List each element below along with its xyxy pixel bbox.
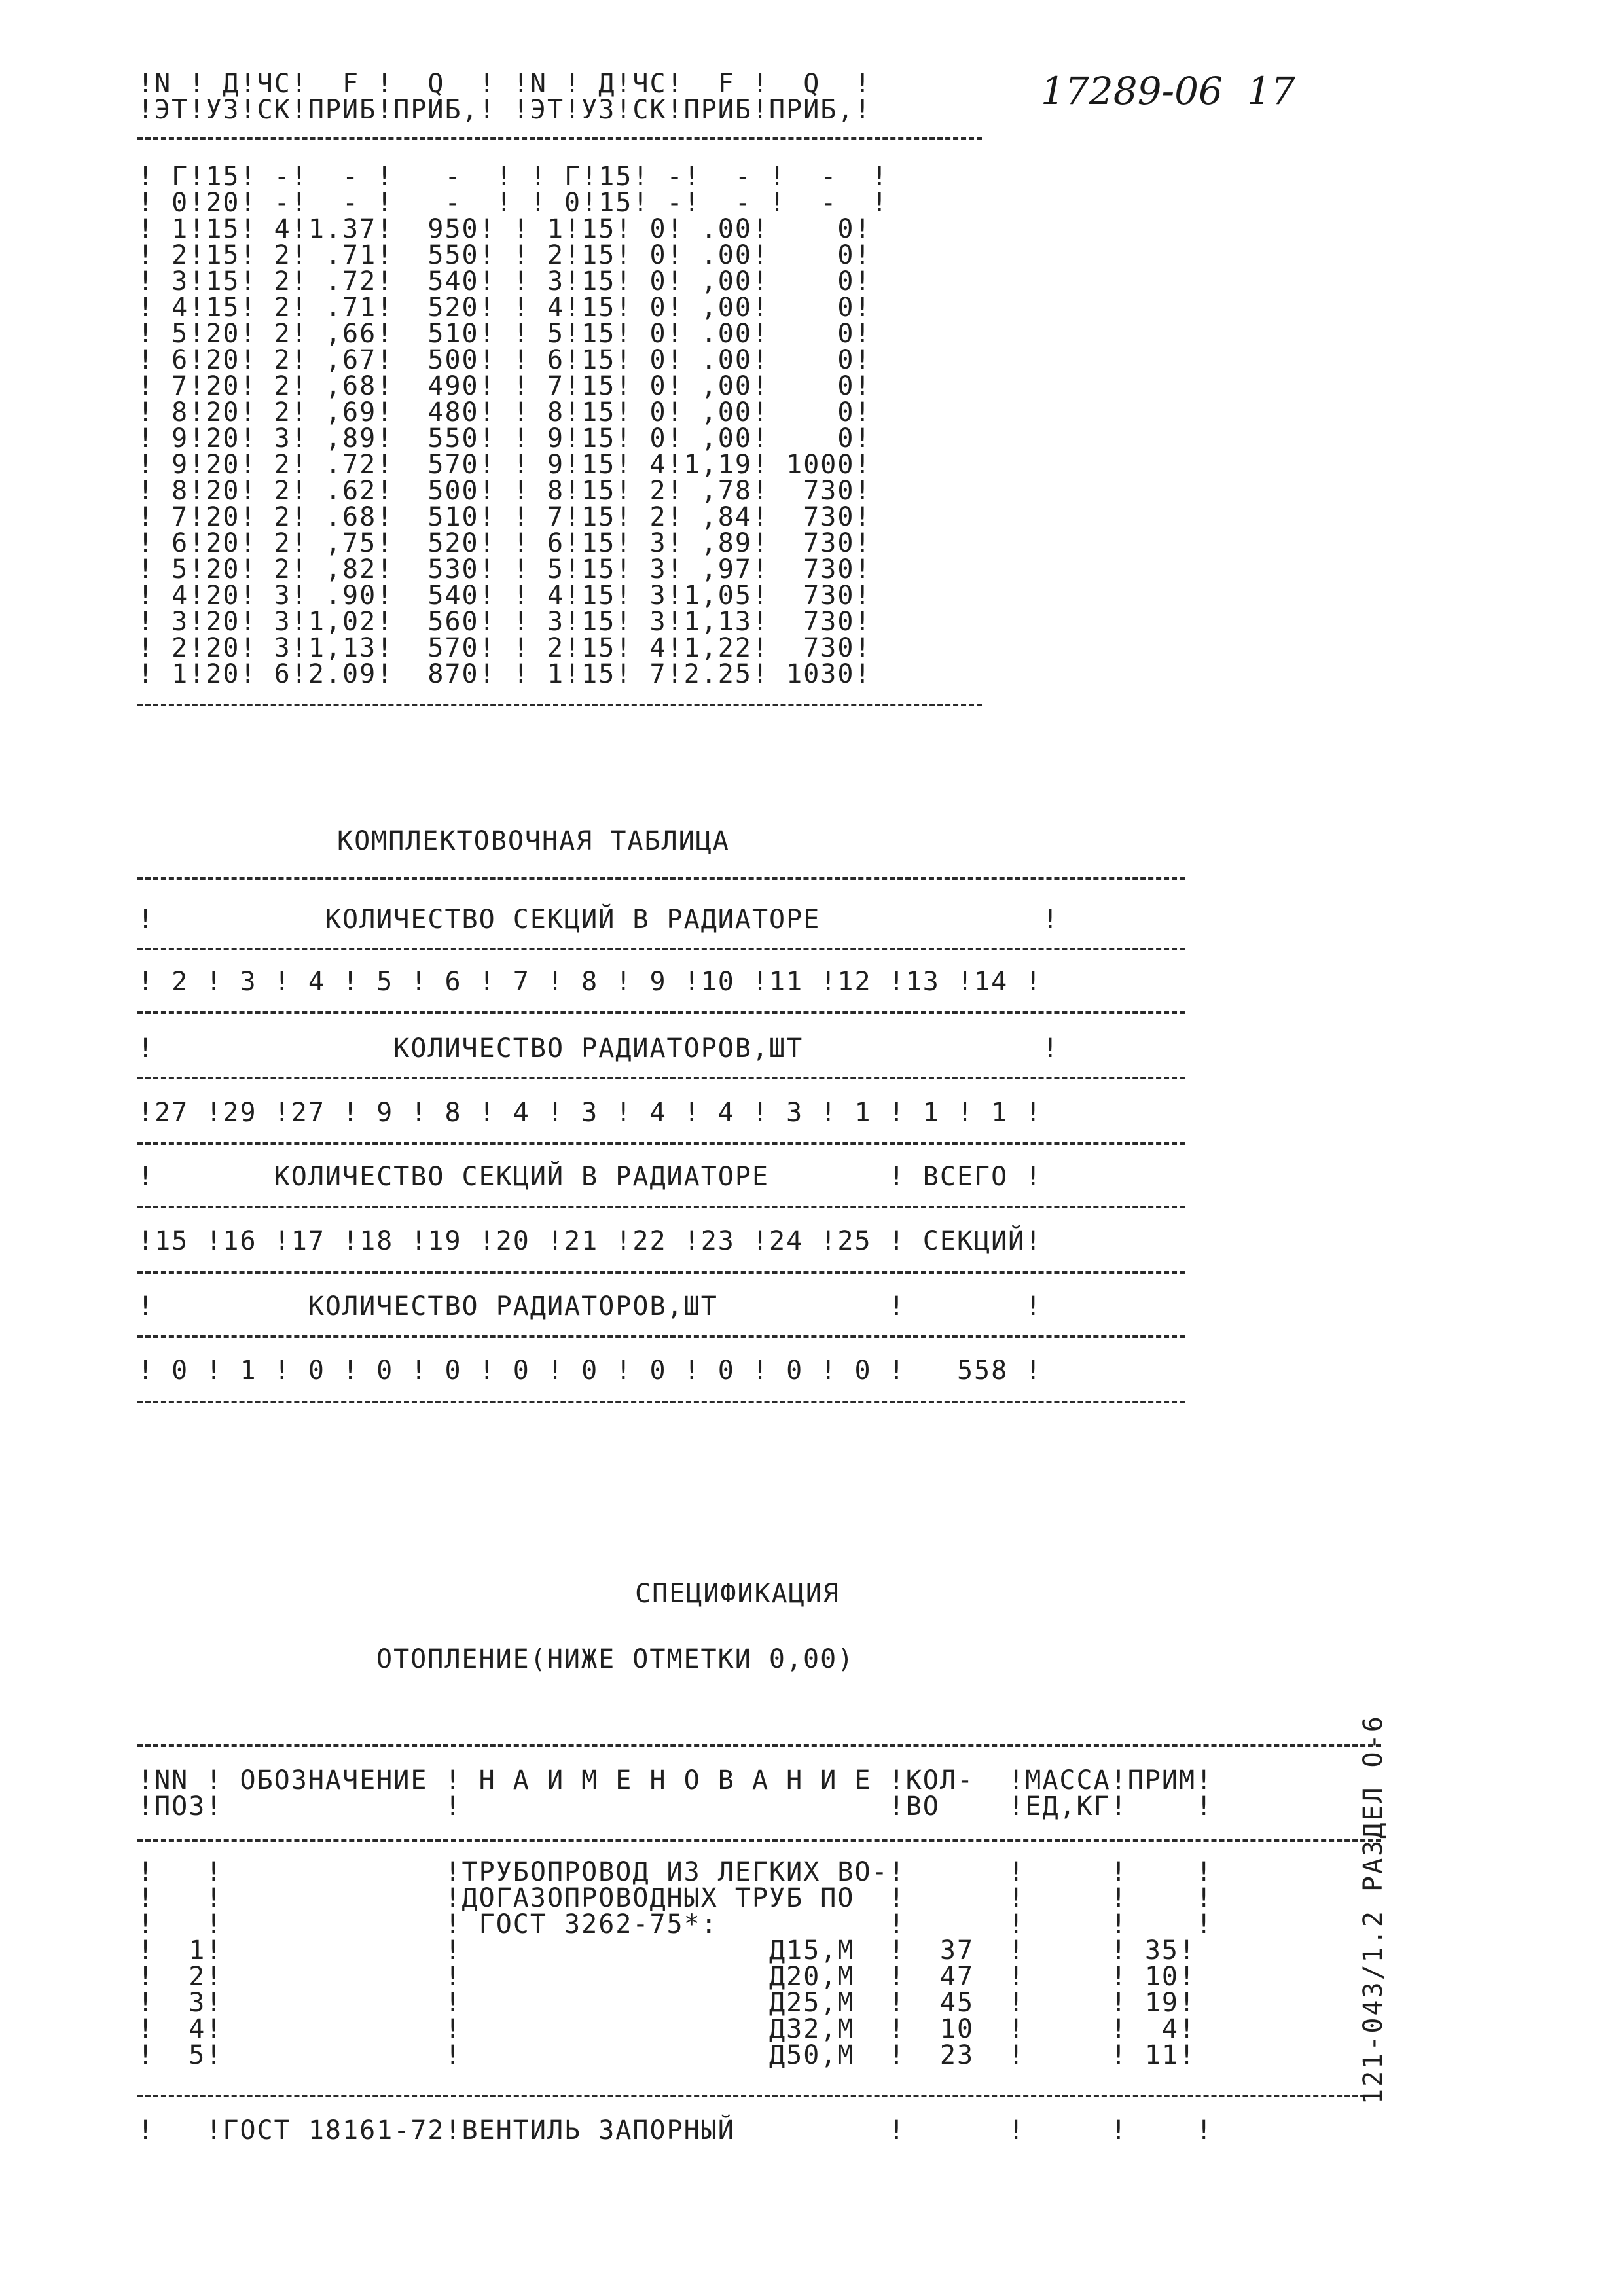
spec-footer-row: ! !ГОСТ 18161-72!ВЕНТИЛЬ ЗАПОРНЫЙ ! ! ! ! [137,2116,1214,2146]
komplekt-rule [137,1077,1185,1079]
flow-row: ! 5!20! 2! ,66! 510! ! 5!15! 0! .00! 0! [137,319,872,349]
komplekt-rule [137,1011,1185,1014]
komplekt-rule [137,1335,1185,1338]
spec-row: ! ! !ТРУБОПРОВОД ИЗ ЛЕГКИХ ВО-! ! ! ! [137,1857,1214,1887]
komplekt-rule [137,877,1185,880]
komplekt-line: !15 !16 !17 !18 !19 !20 !21 !22 !23 !24 !25 ! СЕКЦИЙ! [137,1226,1043,1256]
flow-row: ! 7!20! 2! ,68! 490! ! 7!15! 0! ,00! 0! [137,371,872,401]
flow-row: ! 3!15! 2! .72! 540! ! 3!15! 0! ,00! 0! [137,266,872,297]
komplekt-title: КОМПЛЕКТОВОЧНАЯ ТАБЛИЦА [337,826,730,856]
komplekt-line: ! КОЛИЧЕСТВО СЕКЦИЙ В РАДИАТОРЕ ! ВСЕГО ! [137,1162,1043,1192]
spec-rule-head [137,1839,1381,1842]
flow-row: ! 3!20! 3!1,02! 560! ! 3!15! 3!1,13! 730! [137,607,872,637]
flow-header-line: !N ! Д!ЧС! F ! Q ! !N ! Д!ЧС! F ! Q ! [137,69,872,99]
flow-row: ! 0!20! -! - ! - ! ! 0!15! -! - ! - ! [137,188,889,218]
spec-title: СПЕЦИФИКАЦИЯ [635,1579,840,1609]
spec-row: ! 3! ! Д25,М ! 45 ! ! 19! [137,1988,1197,2018]
spec-subtitle: ОТОПЛЕНИЕ(НИЖЕ ОТМЕТКИ 0,00) [376,1644,855,1674]
flow-row: ! 1!15! 4!1.37! 950! ! 1!15! 0! .00! 0! [137,214,872,244]
komplekt-line: ! КОЛИЧЕСТВО РАДИАТОРОВ,ШТ ! [137,1034,1060,1064]
flow-row: ! 1!20! 6!2.09! 870! ! 1!15! 7!2.25! 1030! [137,659,872,689]
komplekt-rule [137,1206,1185,1208]
komplekt-line: ! 0 ! 1 ! 0 ! 0 ! 0 ! 0 ! 0 ! 0 ! 0 ! 0 ! 0 ! 558 ! [137,1356,1043,1386]
flow-rule-bottom [137,704,982,706]
komplekt-line: ! КОЛИЧЕСТВО РАДИАТОРОВ,ШТ ! ! [137,1291,1043,1322]
flow-row: ! 4!20! 3! .90! 540! ! 4!15! 3!1,05! 730! [137,581,872,611]
spec-row: ! ! ! ГОСТ 3262-75*: ! ! ! ! [137,1909,1214,1939]
flow-row: ! 6!20! 2! ,67! 500! ! 6!15! 0! .00! 0! [137,345,872,375]
side-stamp: 121-043/1.2 РАЗДЕЛ О-6 [1358,1714,1388,2104]
spec-header-line: !NN ! ОБОЗНАЧЕНИЕ ! Н А И М Е Н О В А Н И Е !КОЛ- !МАССА!ПРИМ! [137,1765,1214,1795]
komplekt-rule [137,1142,1185,1145]
flow-row: ! 8!20! 2! .62! 500! ! 8!15! 2! ,78! 730! [137,476,872,506]
flow-row: ! 7!20! 2! .68! 510! ! 7!15! 2! ,84! 730! [137,502,872,532]
komplekt-line: ! КОЛИЧЕСТВО СЕКЦИЙ В РАДИАТОРЕ ! [137,905,1060,935]
spec-row: ! ! !ДОГАЗОПРОВОДНЫХ ТРУБ ПО ! ! ! ! [137,1883,1214,1913]
komplekt-line: !27 !29 !27 ! 9 ! 8 ! 4 ! 3 ! 4 ! 4 ! 3 ! 1 ! 1 ! 1 ! [137,1098,1043,1128]
spec-row: ! 1! ! Д15,М ! 37 ! ! 35! [137,1936,1197,1966]
komplekt-rule [137,948,1185,950]
spec-rule-top [137,1744,1381,1747]
komplekt-rule [137,1271,1185,1274]
flow-row: ! 2!20! 3!1,13! 570! ! 2!15! 4!1,22! 730! [137,633,872,663]
page-number: 17 [1247,69,1295,113]
spec-row: ! 2! ! Д20,М ! 47 ! ! 10! [137,1962,1197,1992]
spec-row: ! 4! ! Д32,М ! 10 ! ! 4! [137,2014,1197,2044]
komplekt-rule [137,1401,1185,1403]
flow-row: ! Г!15! -! - ! - ! ! Г!15! -! - ! - ! [137,162,889,192]
flow-row: ! 2!15! 2! .71! 550! ! 2!15! 0! .00! 0! [137,240,872,270]
spec-rule-mid [137,2095,1381,2097]
spec-header-line: !ПОЗ! ! !ВО !ЕД,КГ! ! [137,1792,1214,1822]
komplekt-line: ! 2 ! 3 ! 4 ! 5 ! 6 ! 7 ! 8 ! 9 !10 !11 !12 !13 !14 ! [137,967,1043,997]
flow-row: ! 9!20! 2! .72! 570! ! 9!15! 4!1,19! 1000! [137,450,872,480]
flow-row: ! 8!20! 2! ,69! 480! ! 8!15! 0! ,00! 0! [137,397,872,427]
flow-rule-top [137,137,982,140]
doc-number: 17289-06 [1041,69,1223,113]
flow-row: ! 6!20! 2! ,75! 520! ! 6!15! 3! ,89! 730! [137,528,872,558]
spec-row: ! 5! ! Д50,М ! 23 ! ! 11! [137,2040,1197,2070]
flow-row: ! 4!15! 2! .71! 520! ! 4!15! 0! ,00! 0! [137,293,872,323]
flow-row: ! 5!20! 2! ,82! 530! ! 5!15! 3! ,97! 730! [137,554,872,585]
flow-header-line: !ЭТ!УЗ!СК!ПРИБ!ПРИБ,! !ЭТ!УЗ!СК!ПРИБ!ПРИБ,! [137,95,872,125]
flow-row: ! 9!20! 3! ,89! 550! ! 9!15! 0! ,00! 0! [137,423,872,454]
